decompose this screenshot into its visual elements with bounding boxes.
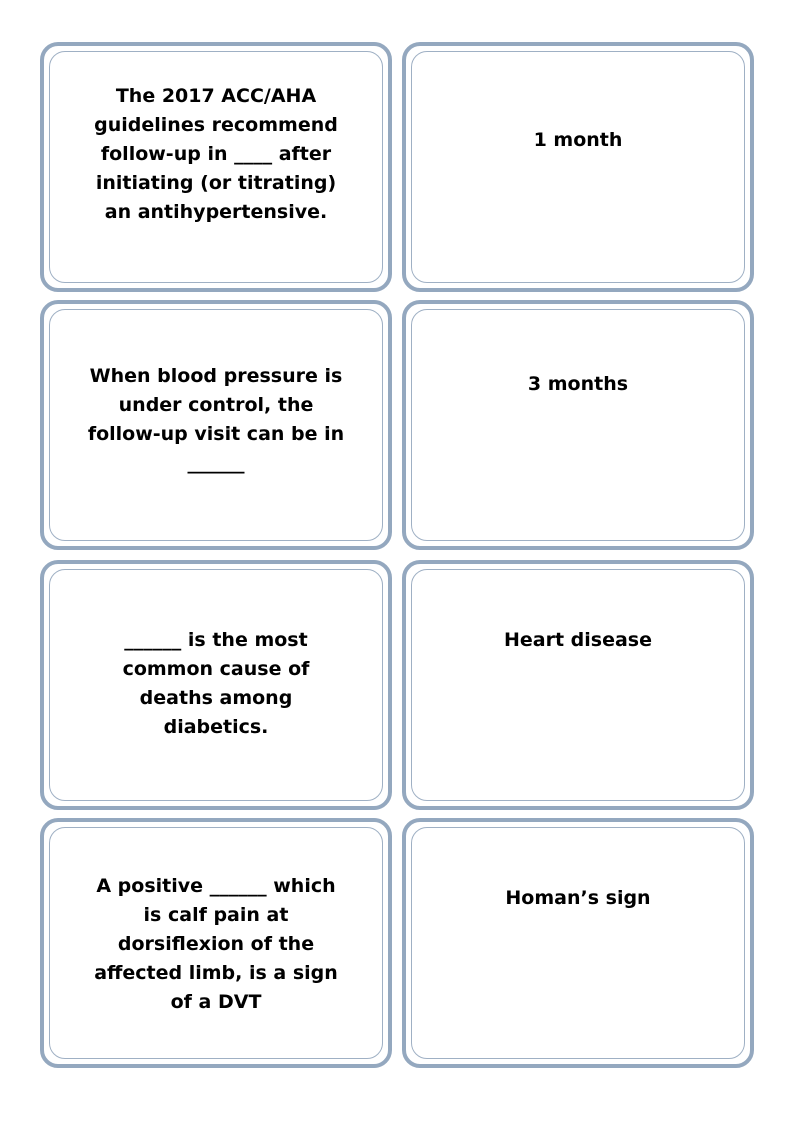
answer-card-1	[402, 42, 754, 292]
card-inner-border	[411, 309, 745, 541]
answer-text-4: Homan’s sign	[505, 887, 651, 909]
answer-card-4	[402, 818, 754, 1068]
question-card-1	[40, 42, 392, 292]
question-card-4	[40, 818, 392, 1068]
answer-text-1: 1 month	[533, 129, 623, 151]
card-inner-border	[411, 51, 745, 283]
question-text-2: When blood pressure is under control, the follow-up visit can be in ______	[87, 365, 345, 474]
card-inner-border	[411, 569, 745, 801]
question-card-3	[40, 560, 392, 810]
question-text-1: The 2017 ACC/AHA guidelines recommend follow-up in ____ after initiating (or titrating) an antihypertensive.	[94, 85, 338, 223]
question-card-2	[40, 300, 392, 550]
answer-card-2	[402, 300, 754, 550]
answer-card-3	[402, 560, 754, 810]
question-text-4: A positive ______ which is calf pain at dorsiflexion of the affected limb, is a sign of a DVT	[94, 875, 338, 1013]
card-inner-border	[411, 827, 745, 1059]
answer-text-3: Heart disease	[503, 629, 652, 651]
answer-text-2: 3 months	[527, 373, 629, 395]
question-text-3: ______ is the most common cause of deaths among diabetics.	[122, 629, 310, 738]
